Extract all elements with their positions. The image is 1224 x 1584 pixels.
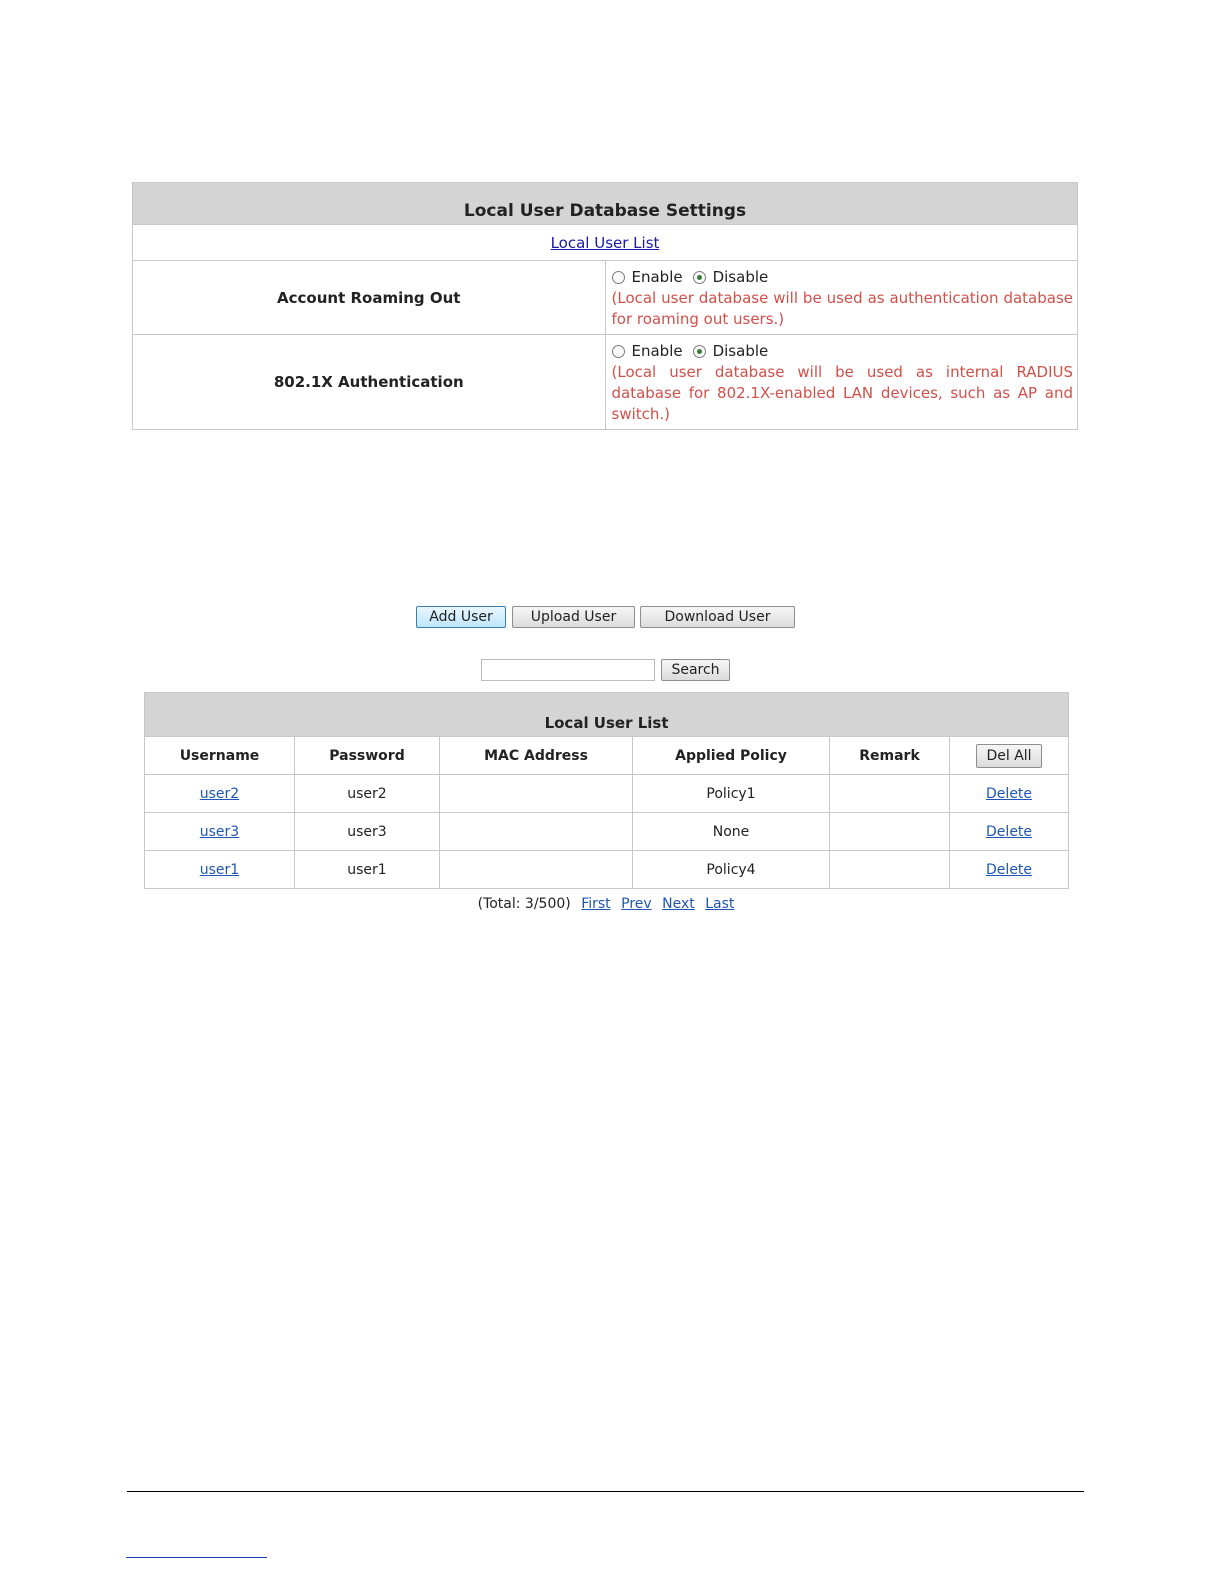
column-header-password: Password (295, 737, 440, 775)
prev-page-link[interactable]: Prev (621, 896, 652, 912)
8021x-enable-option[interactable] (612, 342, 683, 360)
footer-divider (127, 1491, 1084, 1492)
column-header-username: Username (145, 737, 295, 775)
password-cell: user1 (295, 851, 440, 889)
password-cell: user2 (295, 775, 440, 813)
settings-title: Local User Database Settings (133, 183, 1078, 225)
8021x-disable-radio[interactable] (693, 345, 706, 358)
search-input[interactable] (481, 659, 655, 681)
user-list-header-row (145, 737, 1069, 775)
8021x-authentication-label: 802.1X Authentication (133, 335, 606, 430)
table-row (145, 813, 1069, 851)
applied-policy-cell: None (633, 813, 830, 851)
download-user-button[interactable]: Download User (640, 606, 795, 628)
8021x-enable-radio[interactable] (612, 345, 625, 358)
delete-link[interactable]: Delete (986, 785, 1033, 802)
last-page-link[interactable]: Last (705, 896, 735, 912)
column-header-mac-address: MAC Address (440, 737, 633, 775)
add-user-button[interactable]: Add User (416, 606, 506, 628)
roaming-disable-option[interactable] (693, 268, 769, 286)
mac-address-cell (440, 851, 633, 889)
account-roaming-out-label: Account Roaming Out (133, 261, 606, 335)
roaming-note: (Local user database will be used as authentication database for roaming out users.) (611, 289, 1073, 328)
local-user-database-settings-panel (132, 182, 1078, 430)
password-cell: user3 (295, 813, 440, 851)
user-list-title: Local User List (145, 693, 1069, 737)
remark-cell (830, 813, 950, 851)
delete-link[interactable]: Delete (986, 861, 1033, 878)
table-row (145, 775, 1069, 813)
account-roaming-out-value (605, 261, 1078, 335)
del-all-button[interactable]: Del All (976, 744, 1041, 768)
username-link[interactable]: user2 (199, 785, 240, 802)
delete-link[interactable]: Delete (986, 823, 1033, 840)
local-user-list-link[interactable]: Local User List (550, 233, 660, 252)
mac-address-cell (440, 813, 633, 851)
search-button[interactable]: Search (661, 659, 730, 681)
roaming-enable-label: Enable (631, 268, 683, 286)
column-header-applied-policy: Applied Policy (633, 737, 830, 775)
next-page-link[interactable]: Next (662, 896, 695, 912)
pagination-total: (Total: 3/500) (477, 896, 571, 912)
8021x-authentication-value (605, 335, 1078, 430)
upload-user-button[interactable]: Upload User (512, 606, 635, 628)
8021x-disable-label: Disable (712, 342, 769, 360)
username-link[interactable]: user3 (199, 823, 240, 840)
applied-policy-cell: Policy1 (633, 775, 830, 813)
roaming-disable-label: Disable (712, 268, 769, 286)
table-row (145, 851, 1069, 889)
mac-address-cell (440, 775, 633, 813)
username-link[interactable]: user1 (199, 861, 240, 878)
applied-policy-cell: Policy4 (633, 851, 830, 889)
footnote-divider (126, 1557, 267, 1558)
column-header-remark: Remark (830, 737, 950, 775)
first-page-link[interactable]: First (581, 896, 611, 912)
pagination (0, 896, 1212, 912)
8021x-enable-label: Enable (631, 342, 683, 360)
remark-cell (830, 775, 950, 813)
roaming-enable-radio[interactable] (612, 271, 625, 284)
local-user-list-table (144, 692, 1069, 889)
remark-cell (830, 851, 950, 889)
roaming-disable-radio[interactable] (693, 271, 706, 284)
8021x-disable-option[interactable] (693, 342, 769, 360)
roaming-enable-option[interactable] (612, 268, 683, 286)
8021x-note: (Local user database will be used as internal RADIUS database for 802.1X-enabled LAN devices, such as AP and switch.) (611, 363, 1073, 423)
